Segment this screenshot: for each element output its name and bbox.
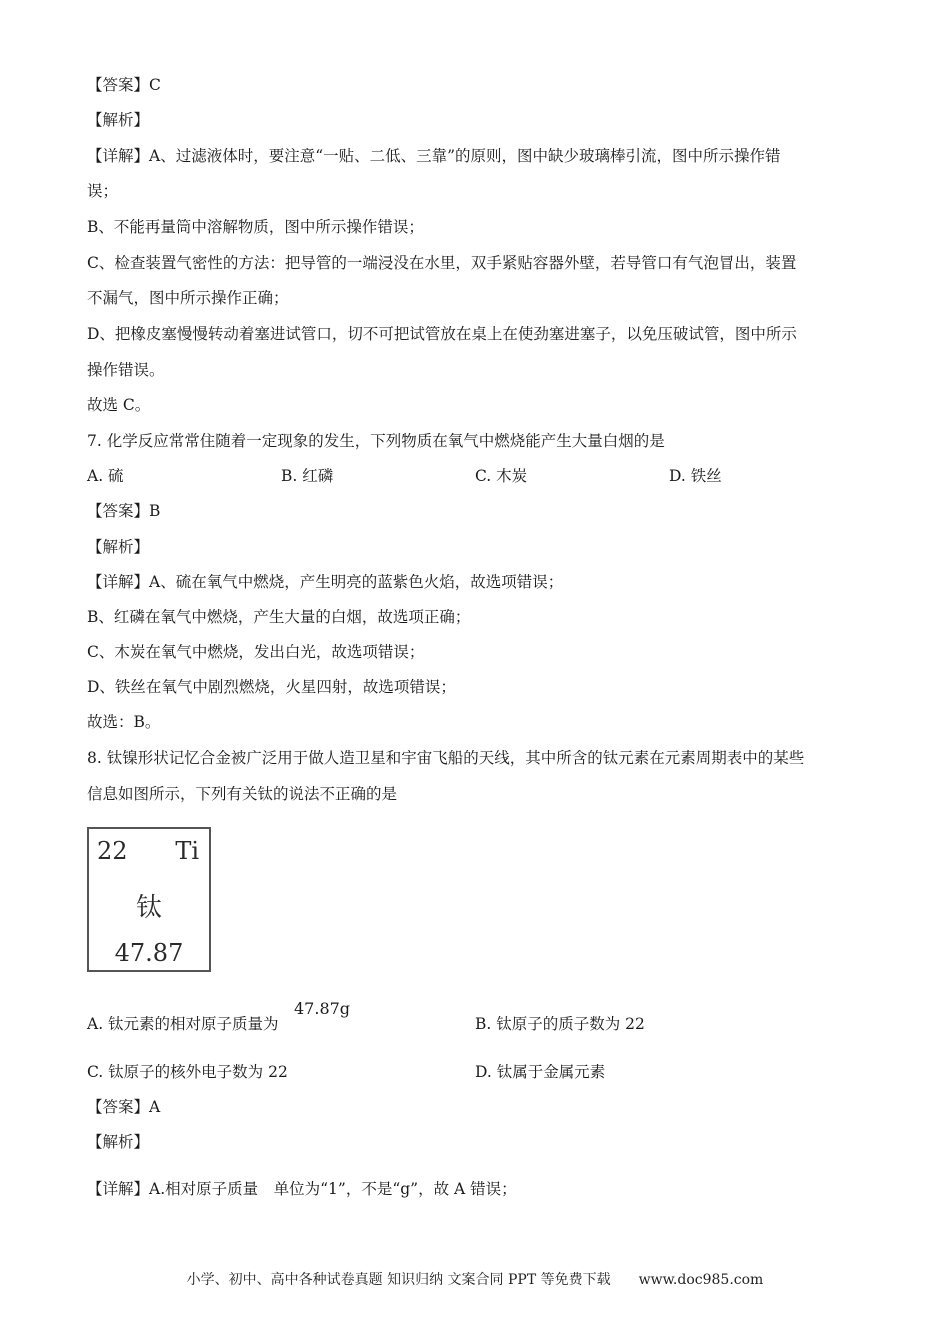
q8-detail-a: 【详解】A.相对原子质量 单位为“1”，不是“g”，故 A 错误； [87,1180,517,1198]
q8-option-b: B. 钛原子的质子数为 22 [475,1015,645,1033]
q7-detail-a: 【详解】A、硫在氧气中燃烧，产生明亮的蓝紫色火焰，故选项错误； [87,573,564,591]
q6-detail-c: 不漏气，图中所示操作正确； [87,289,289,307]
page-footer: 小学、初中、高中各种试卷真题 知识归纳 文案合同 PPT 等免费下载 www.doc985.com [186,1272,764,1288]
q7-answer: 【答案】B [87,502,161,520]
q6-detail-c: C、检查装置气密性的方法：把导管的一端浸没在水里，双手紧贴容器外壁，若导管口有气泡冒出，装置 [87,254,797,272]
atomic-mass: 47.87 [114,939,184,967]
q6-detail-line: 误； [87,182,119,200]
q7-option-d: D. 铁丝 [669,467,722,485]
q7-option-c: C. 木炭 [475,467,528,485]
q8-analysis-label: 【解析】 [87,1133,150,1151]
q8-stem: 信息如图所示，下列有关钛的说法不正确的是 [87,785,398,803]
q6-analysis-label: 【解析】 [87,111,150,129]
q6-detail-d: D、把橡皮塞慢慢转动着塞进试管口，切不可把试管放在桌上在使劲塞进塞子，以免压破试管，图中所示 [87,325,797,343]
q7-option-a: A. 硫 [87,467,124,485]
q6-detail-d: 操作错误。 [87,361,165,379]
q8-answer: 【答案】A [87,1098,161,1116]
q6-detail-b: B、不能再量筒中溶解物质，图中所示操作错误； [87,218,424,236]
q8-option-c: C. 钛原子的核外电子数为 22 [87,1063,288,1081]
q7-stem: 7. 化学反应常常住随着一定现象的发生，下列物质在氧气中燃烧能产生大量白烟的是 [87,432,665,450]
q7-option-b: B. 红磷 [281,467,334,485]
q8-option-a-value: 47.87g [294,999,351,1018]
q7-detail-b: B、红磷在氧气中燃烧，产生大量的白烟，故选项正确； [87,608,471,626]
atomic-number: 22 [97,837,128,865]
q8-stem: 8. 钛镍形状记忆合金被广泛用于做人造卫星和宇宙飞船的天线，其中所含的钛元素在元素周期表中的某些 [87,749,805,767]
q8-option-d: D. 钛属于金属元素 [475,1063,606,1081]
q8-option-a: A. 钛元素的相对原子质量为 [87,1015,279,1033]
q6-answer: 【答案】C [87,76,161,94]
q6-conclusion: 故选 C。 [87,396,151,414]
q7-detail-d: D、铁丝在氧气中剧烈燃烧，火星四射，故选项错误； [87,678,456,696]
element-symbol: Ti [175,837,199,865]
q6-detail-line: 【详解】A、过滤液体时，要注意“一贴、二低、三靠”的原则，图中缺少玻璃棒引流，图中所示操作错 [87,147,781,165]
periodic-element-card [87,827,211,972]
q7-analysis-label: 【解析】 [87,538,150,556]
q7-conclusion: 故选：B。 [87,713,161,731]
q7-detail-c: C、木炭在氧气中燃烧，发出白光，故选项错误； [87,643,425,661]
element-name: 钛 [135,893,162,923]
